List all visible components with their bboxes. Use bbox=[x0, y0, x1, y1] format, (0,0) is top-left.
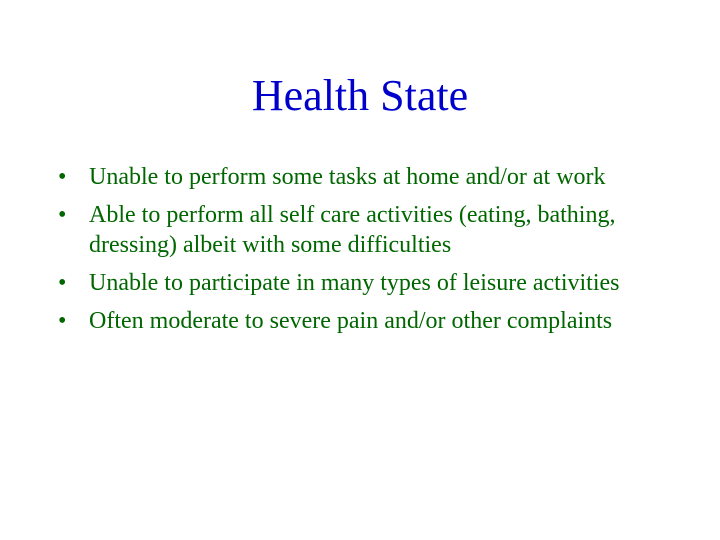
bullet-item bbox=[58, 268, 658, 298]
bullet-item bbox=[58, 200, 658, 260]
bullet-text: Able to perform all self care activities (eating, bathing, dressing) albeit with some difficulties bbox=[89, 202, 616, 258]
bullet-icon: • bbox=[58, 202, 67, 228]
bullet-item bbox=[58, 162, 658, 192]
bullet-icon: • bbox=[58, 270, 67, 296]
bullet-icon: • bbox=[58, 308, 67, 334]
bullet-text: Unable to perform some tasks at home and/or at work bbox=[89, 164, 606, 190]
bullet-text: Often moderate to severe pain and/or other complaints bbox=[89, 308, 613, 334]
slide-title: Health State bbox=[251, 71, 469, 120]
bullet-item bbox=[58, 306, 658, 336]
bullet-text: Unable to participate in many types of leisure activities bbox=[89, 270, 620, 296]
bullet-icon: • bbox=[58, 164, 67, 190]
bullet-list bbox=[58, 162, 658, 344]
